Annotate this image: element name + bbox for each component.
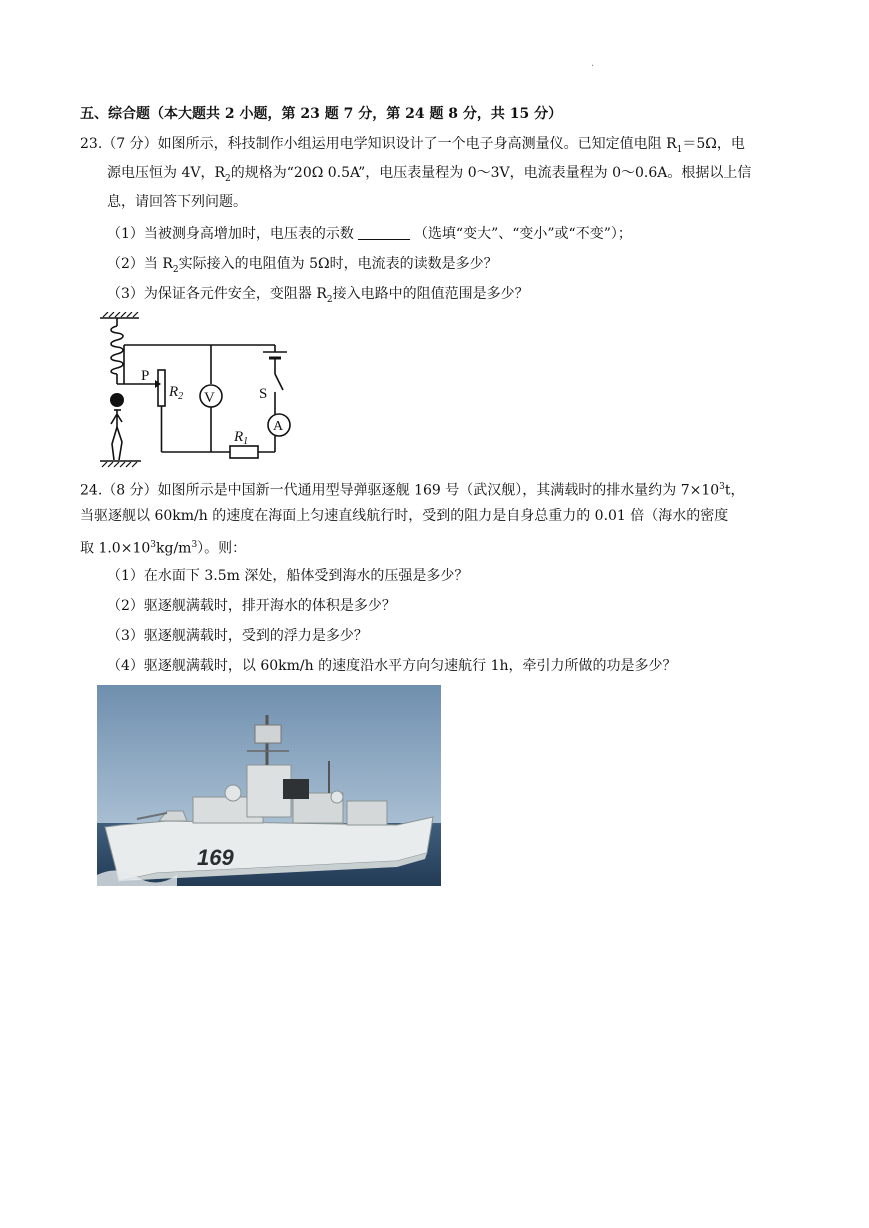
funnel	[283, 779, 309, 799]
q23-line-1: 23.（7 分）如图所示，科技制作小组运用电学知识设计了一个电子身高测量仪。已知定值电阻 $R_1=5\Omega$，电	[80, 136, 745, 155]
circuit-diagram	[97, 312, 297, 470]
q24-line-3: 取 $1.0\times 10^3kg/m^3$）。则：	[80, 540, 247, 557]
q24-sub-4: （4）驱逐舰满载时，以 60km/h 的速度沿水平方向匀速航行 1h，牵引力所做的功是多少？	[107, 658, 677, 674]
label-r1: $R_1$	[234, 429, 249, 447]
q24-sub-3: （3）驱逐舰满载时，受到的浮力是多少？	[107, 628, 368, 644]
floor-hatch	[102, 462, 137, 467]
ceiling-hatch	[103, 312, 138, 317]
answer-blank	[358, 225, 410, 240]
person-head	[110, 393, 124, 407]
q23-sub-3: （3）为保证各元件安全，变阻器 $R_2$接入电路中的阻值范围是多少？	[107, 286, 529, 305]
label-s: S	[259, 386, 268, 402]
q23-line-3: 息，请回答下列问题。	[107, 194, 247, 210]
label-a: A	[273, 419, 284, 434]
q24-line-1: 24.（8 分）如图所示是中国新一代通用型导弹驱逐舰 169 号（武汉舰），其满载时的排水量约为 $7\times 10^3t$，	[80, 482, 745, 499]
q24-sub-1: （1）在水面下 3.5m 深处，船体受到海水的压强是多少？	[107, 568, 469, 584]
destroyer-photo	[97, 685, 441, 886]
section-title: 五、综合题（本大题共 2 小题，第 23 题 7 分，第 24 题 8 分，共 15 分）	[80, 106, 563, 122]
label-v: V	[204, 390, 215, 406]
label-p: P	[141, 368, 150, 384]
spring	[111, 326, 123, 374]
header-dot: .	[591, 58, 595, 69]
switch-s	[275, 374, 283, 390]
label-r2: $R_2$	[169, 384, 184, 402]
rheostat-r2	[158, 370, 165, 406]
person-body	[111, 410, 122, 460]
q24-line-2: 当驱逐舰以 60km/h 的速度在海面上匀速直线航行时，受到的阻力是自身总重力的 0.01 倍（海水的密度	[80, 508, 729, 524]
hull-number: 169	[197, 845, 234, 870]
q23-sub-2: （2）当 $R_2$实际接入的电阻值为 5Ω时，电流表的读数是多少？	[107, 256, 498, 275]
q23-sub-1: （1）当被测身高增加时，电压表的示数 （选填“变大”、“变小”或“不变”）；	[107, 226, 632, 242]
q23-line-2: 源电压恒为 4V，$R_2$的规格为“20Ω 0.5A”，电压表量程为 0～3V，电流表量程为 0～0.6A。根据以上信	[107, 165, 752, 184]
q24-sub-2: （2）驱逐舰满载时，排开海水的体积是多少？	[107, 598, 396, 614]
resistor-r1	[230, 446, 258, 458]
